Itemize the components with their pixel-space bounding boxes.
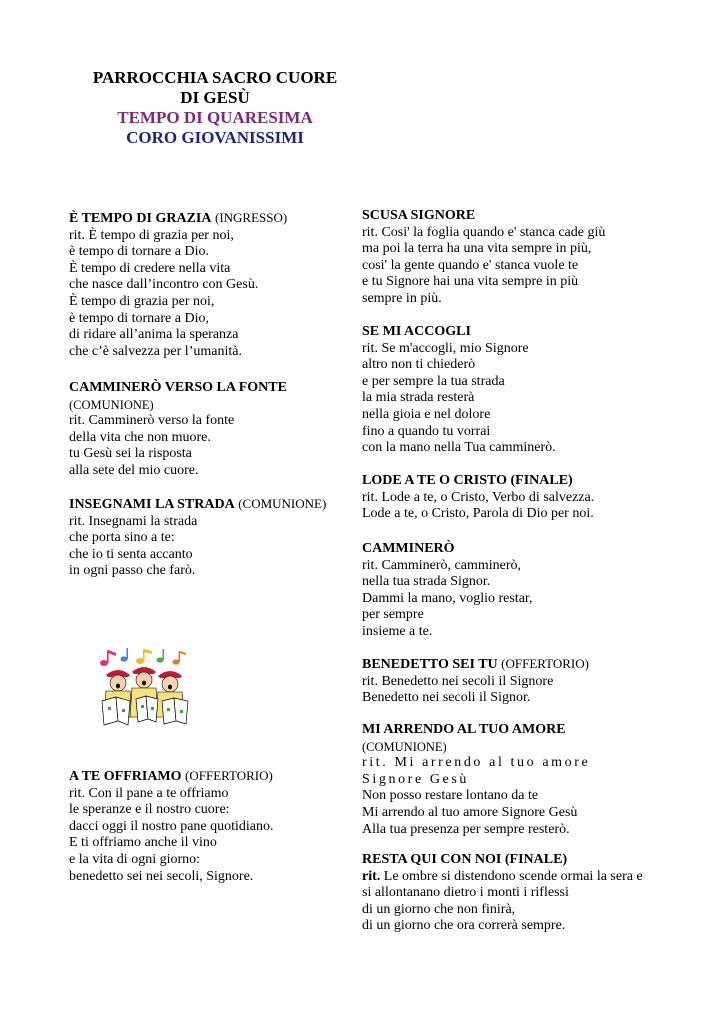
song-se-mi-accogli bbox=[362, 324, 556, 457]
lyric-line: di un giorno che non finirà, bbox=[362, 901, 516, 917]
lyric-line: È tempo di credere nella vita bbox=[69, 260, 231, 276]
lyric-line: rit. Mi arrendo al tuo amore bbox=[362, 755, 591, 771]
choir-title: CORO GIOVANISSIMI bbox=[126, 128, 304, 147]
song-tag: (COMUNIONE) bbox=[362, 739, 447, 754]
lyric-line: con la mano nella Tua camminerò. bbox=[362, 440, 556, 456]
lyric-line: dacci oggi il nostro pane quotidiano. bbox=[69, 818, 274, 834]
lyric-line: Benedetto nei secoli il Signor. bbox=[362, 690, 531, 706]
song-scusa-signore bbox=[362, 208, 605, 308]
song-tag: (OFFERTORIO) bbox=[185, 768, 273, 783]
song-e-tempo-di-grazia bbox=[69, 210, 287, 360]
song-title: MI ARRENDO AL TUO AMORE bbox=[362, 722, 566, 737]
lyric-line: fino a quando tu vorrai bbox=[362, 423, 491, 439]
song-benedetto-sei-tu bbox=[362, 656, 589, 707]
lyric-line: di ridare all’anima la speranza bbox=[69, 327, 239, 343]
lyric-line: Signore Gesù bbox=[362, 771, 470, 787]
parish-name-2: DI GESÙ bbox=[180, 88, 250, 107]
lyric-line: che c’è salvezza per l’umanità. bbox=[69, 343, 242, 359]
song-title: A TE OFFRIAMO bbox=[69, 769, 182, 784]
song-title: CAMMINERÒ VERSO LA FONTE bbox=[69, 380, 287, 395]
lyric-line: rit. Lode a te, o Cristo, Verbo di salvezza. bbox=[362, 489, 595, 505]
choir-singers-icon bbox=[96, 645, 196, 727]
song-tag: (COMUNIONE) bbox=[238, 496, 327, 511]
lyric-line: si allontanano dietro i monti i riflessi bbox=[362, 885, 569, 901]
lyric-line: cosi' la gente quando e' stanca vuole te bbox=[362, 257, 579, 273]
lyric-line: rit. Camminerò, camminerò, bbox=[362, 557, 522, 573]
lyric-line: rit. È tempo di grazia per noi, bbox=[69, 227, 234, 243]
song-tag: (INGRESSO) bbox=[214, 210, 288, 225]
song-mi-arrendo-al-tuo-amore bbox=[362, 722, 590, 838]
song-title: BENEDETTO SEI TU bbox=[362, 657, 498, 672]
song-title: CAMMINERÒ bbox=[362, 541, 455, 556]
song-tag: (FINALE) bbox=[510, 473, 573, 488]
parish-name: PARROCCHIA SACRO CUORE bbox=[92, 68, 338, 87]
lyric-line: rit. Con il pane a te offriamo bbox=[69, 785, 229, 801]
lyric-line: Le ombre si distendono scende ormai la sera e bbox=[383, 868, 643, 884]
music-notes-icon bbox=[100, 648, 186, 666]
lyric-line: rit. Cosi' la foglia quando e' stanca cade giù bbox=[362, 224, 606, 240]
lyric-line: alla sete del mio cuore. bbox=[69, 462, 199, 478]
song-resta-qui-con-noi bbox=[362, 852, 643, 935]
lyric-line: della vita che non muore. bbox=[69, 429, 211, 445]
lyric-line: è tempo di tornare a Dio. bbox=[69, 244, 209, 260]
lyric-line: è tempo di tornare a Dio, bbox=[69, 310, 209, 326]
song-insegnami-la-strada bbox=[69, 496, 326, 580]
lyric-line: per sempre bbox=[362, 607, 424, 623]
lyric-line: e per sempre la tua strada bbox=[362, 373, 505, 389]
lyric-line: rit. Se m'accogli, mio Signore bbox=[362, 340, 529, 356]
song-tag: (OFFERTORIO) bbox=[501, 656, 589, 671]
lyric-line: Lode a te, o Cristo, Parola di Dio per noi. bbox=[362, 506, 594, 522]
lyric-line: nella tua strada Signor. bbox=[362, 574, 491, 590]
lyric-line: che nasce dall’incontro con Gesù. bbox=[69, 277, 259, 293]
song-title: RESTA QUI CON NOI bbox=[362, 852, 502, 867]
song-title: SCUSA SIGNORE bbox=[362, 208, 476, 223]
lyric-line: E ti offriamo anche il vino bbox=[69, 835, 217, 851]
lyric-line: Non posso restare lontano da te bbox=[362, 788, 539, 804]
song-camminero-verso-la-fonte bbox=[69, 380, 287, 480]
lyric-line: tu Gesù sei la risposta bbox=[69, 446, 192, 462]
lyric-line: le speranze e il nostro cuore: bbox=[69, 802, 230, 818]
lyric-line: È tempo di grazia per noi, bbox=[69, 293, 215, 309]
lyric-line: rit. Benedetto nei secoli il Signore bbox=[362, 673, 554, 689]
refrain-prefix: rit. bbox=[362, 868, 381, 884]
song-title: LODE A TE O CRISTO bbox=[362, 473, 507, 488]
lyric-line: che io ti senta accanto bbox=[69, 546, 193, 562]
lyric-line: rit. Camminerò verso la fonte bbox=[69, 413, 235, 429]
lyric-line: Dammi la mano, voglio restar, bbox=[362, 590, 533, 606]
song-tag: (FINALE) bbox=[504, 852, 568, 867]
songbook bbox=[102, 696, 188, 725]
lyric-line: nella gioia e nel dolore bbox=[362, 406, 491, 422]
lyric-line: in ogni passo che farò. bbox=[69, 563, 196, 579]
lyric-line: Mi arrendo al tuo amore Signore Gesù bbox=[362, 804, 578, 820]
song-camminero bbox=[362, 541, 533, 641]
song-title: È TEMPO DI GRAZIA bbox=[69, 211, 212, 226]
song-lode-a-te-o-cristo bbox=[362, 473, 594, 523]
lyric-line: altro non ti chiederò bbox=[362, 357, 476, 373]
lyric-line: e la vita di ogni giorno: bbox=[69, 851, 201, 867]
song-a-te-offriamo bbox=[69, 768, 274, 885]
lyric-line: di un giorno che ora correrà sempre. bbox=[362, 918, 566, 934]
lyric-line: rit. Insegnami la strada bbox=[69, 513, 198, 529]
season-title: TEMPO DI QUARESIMA bbox=[117, 108, 313, 127]
page-header bbox=[60, 68, 370, 148]
lyric-line: benedetto sei nei secoli, Signore. bbox=[69, 868, 254, 884]
lyric-line: insieme a te. bbox=[362, 623, 433, 639]
lyric-line: la mia strada resterà bbox=[362, 390, 475, 406]
lyric-line: che porta sino a te: bbox=[69, 530, 175, 546]
lyric-line: Alla tua presenza per sempre resterò. bbox=[362, 821, 570, 837]
song-title: SE MI ACCOGLI bbox=[362, 324, 471, 339]
lyric-line: e tu Signore hai una vita sempre in più bbox=[362, 274, 579, 290]
song-tag: (COMUNIONE) bbox=[69, 397, 154, 412]
song-title: INSEGNAMI LA STRADA bbox=[69, 497, 235, 512]
lyric-line: ma poi la terra ha una vita sempre in più, bbox=[362, 241, 592, 257]
lyric-line: sempre in più. bbox=[362, 290, 442, 306]
